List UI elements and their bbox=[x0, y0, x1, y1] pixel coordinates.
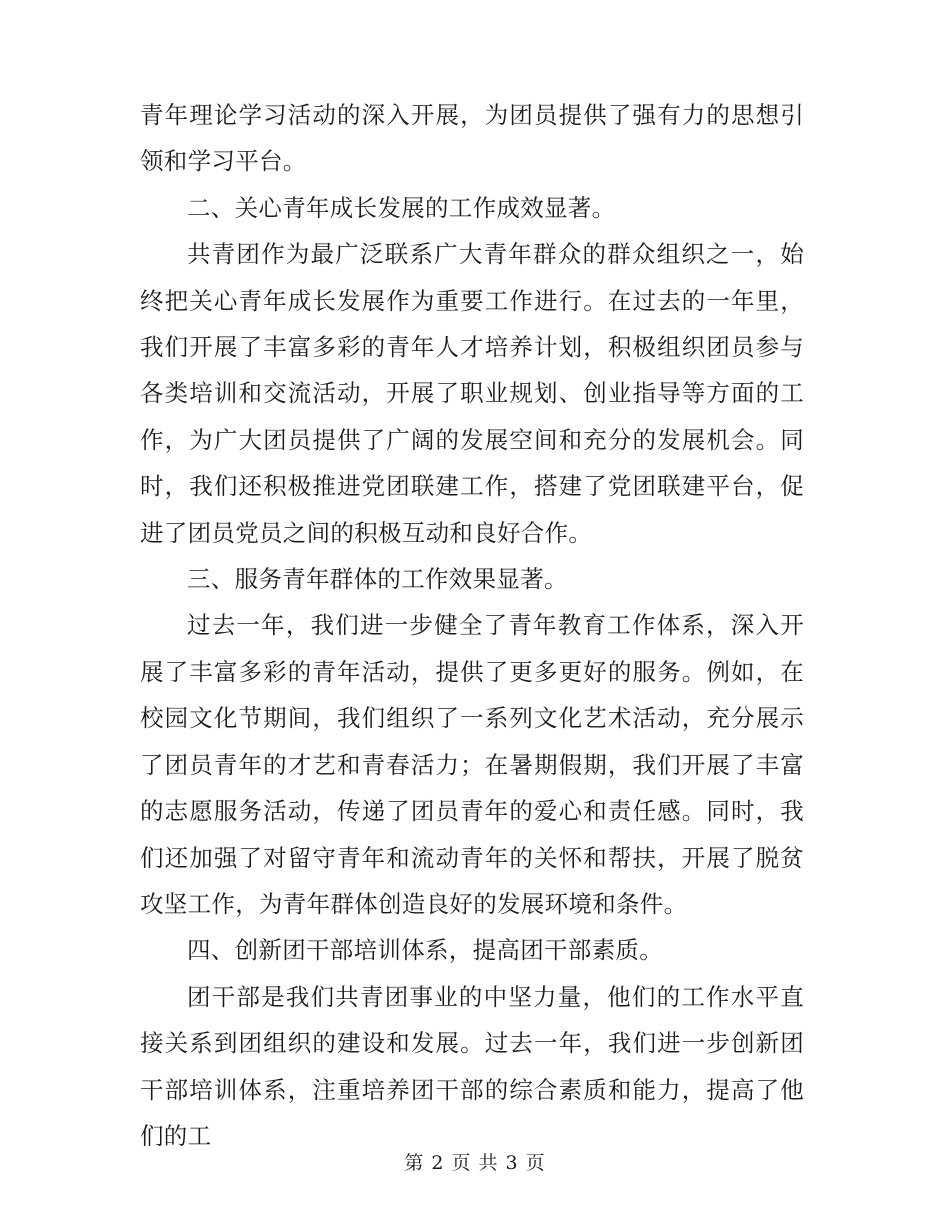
section-heading-4: 四、创新团干部培训体系，提高团干部素质。 bbox=[187, 936, 663, 965]
section-heading-3: 三、服务青年群体的工作效果显著。 bbox=[187, 565, 568, 594]
paragraph-1: 青年理论学习活动的深入开展，为团员提供了强有力的思想引领和学习平台。 bbox=[140, 101, 804, 176]
paragraph-4: 团干部是我们共青团事业的中坚力量，他们的工作水平直接关系到团组织的建设和发展。过去一年，我们进一步创新团干部培训体系，注重培养团干部的综合素质和能力，提高了他们的工 bbox=[140, 982, 804, 1150]
paragraph-2: 共青团作为最广泛联系广大青年群众的群众组织之一，始终把关心青年成长发展作为重要工作进行。在过去的一年里，我们开展了丰富多彩的青年人才培养计划，积极组织团员参与各类培训和交流活动，开展了职业规划、创业指导等方面的工作，为广大团员提供了广阔的发展空间和充分的发展机会。同时，我们还积极推进党团联建工作，搭建了党团联建平台，促进了团员党员之间的积极互动和良好合作。 bbox=[140, 240, 804, 547]
section-heading-2: 二、关心青年成长发展的工作成效显著。 bbox=[187, 193, 616, 222]
paragraph-3: 过去一年，我们进一步健全了青年教育工作体系，深入开展了丰富多彩的青年活动，提供了更多更好的服务。例如，在校园文化节期间，我们组织了一系列文化艺术活动，充分展示了团员青年的才艺和青春活力；在暑期假期，我们开展了丰富的志愿服务活动，传递了团员青年的爱心和责任感。同时，我们还加强了对留守青年和流动青年的关怀和帮扶，开展了脱贫攻坚工作，为青年群体创造良好的发展环境和条件。 bbox=[140, 611, 804, 918]
page-number-footer: 第 2 页 共 3 页 bbox=[404, 1152, 546, 1174]
document-body bbox=[140, 92, 804, 1159]
